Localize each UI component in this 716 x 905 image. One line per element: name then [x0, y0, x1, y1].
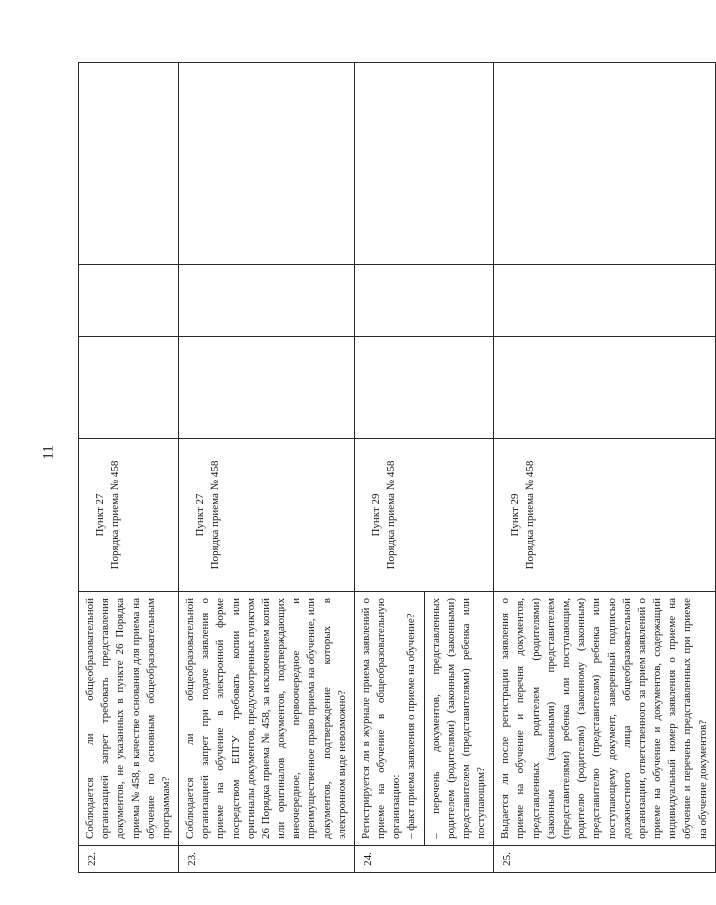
- reference-line-2: Порядка приема № 458: [524, 460, 537, 570]
- table-row-25: [494, 63, 715, 873]
- answer-cell: [179, 337, 355, 439]
- notes-cell: [179, 63, 355, 265]
- page-number: 11: [40, 445, 57, 460]
- checklist-table-rotated: [78, 63, 709, 873]
- answer-cell: [354, 265, 493, 337]
- answer-cell: [179, 265, 355, 337]
- reference-line-1: Пункт 27: [94, 493, 106, 537]
- reference-cell: [79, 439, 179, 592]
- reference-cell: [179, 439, 355, 592]
- answer-cell: [354, 337, 493, 439]
- reference-line-2: Порядка приема № 458: [385, 460, 398, 570]
- row-number: 25.: [494, 846, 715, 873]
- reference-line-1: Пункт 27: [194, 493, 207, 537]
- checklist-table: [78, 62, 716, 873]
- question-text: Соблюдается ли общеобразовательной организацией запрет при подаче заявления о приеме на обучение в электронной форме посредством ЕПГУ требовать копии или оригиналы документов, предусмотренных пунктом 26 Порядка приема № 458, за исключением копий или оригиналов документов, подтверждающих внеочередное, первоочередное и преимущественное право приема на обучение, или документов, подтверждение которых в электронном виде невозможно?: [179, 592, 355, 846]
- notes-cell: [79, 63, 179, 265]
- notes-cell: [494, 63, 715, 265]
- table-row-22: [79, 63, 179, 873]
- notes-cell: [354, 63, 493, 265]
- answer-cell: [79, 337, 179, 439]
- question-sub-item: – факт приема заявления о приеме на обучение?: [405, 613, 418, 839]
- reference-line-2: Порядка приема № 458: [209, 460, 222, 570]
- question-sub-item: – перечень документов, представленных родителем (родителями) (законным (законными) представителем (представителями) ребенка или поступающим?: [424, 592, 490, 845]
- row-number: 22.: [79, 846, 179, 873]
- question-text: [354, 592, 493, 846]
- table-row-23: [179, 63, 355, 873]
- row-number: 23.: [179, 846, 355, 873]
- answer-cell: [494, 265, 715, 337]
- reference-cell: [354, 439, 493, 592]
- row-number: 24.: [354, 846, 493, 873]
- answer-cell: [494, 337, 715, 439]
- question-text: Соблюдается ли общеобразовательной организацией запрет требовать представления документов, не указанных в пункте 26 Порядка приема № 458, в качестве основания для приема на обучение по основным общеобразовательным программам?: [79, 592, 179, 846]
- reference-line-1: Пункт 29: [509, 493, 522, 537]
- table-row-24: [354, 63, 493, 873]
- question-text: Выдается ли после регистрации заявления о приеме на обучение и перечня документов, представленных родителем (родителями) (законным (законными) представителем (представителями) ребенка или поступающим, родителю (родителям) (законному (законным) представителю (представителям) ребенка или поступающему документ, заверенный подписью должностного лица общеобразовательной организации, ответственного за прием заявлений о приеме на обучение и документов, содержащий индивидуальный номер заявления о приеме на обучение и перечень представленных при приеме на обучение документов?: [494, 592, 715, 846]
- reference-line-2: Порядка приема № 458: [109, 460, 122, 570]
- reference-line-1: Пункт 29: [369, 493, 382, 537]
- question-intro: Регистрируется ли в журнале приема заявлений о приеме на обучение в общеобразовательную организацию:: [359, 598, 403, 839]
- reference-cell: [494, 439, 715, 592]
- answer-cell: [79, 265, 179, 337]
